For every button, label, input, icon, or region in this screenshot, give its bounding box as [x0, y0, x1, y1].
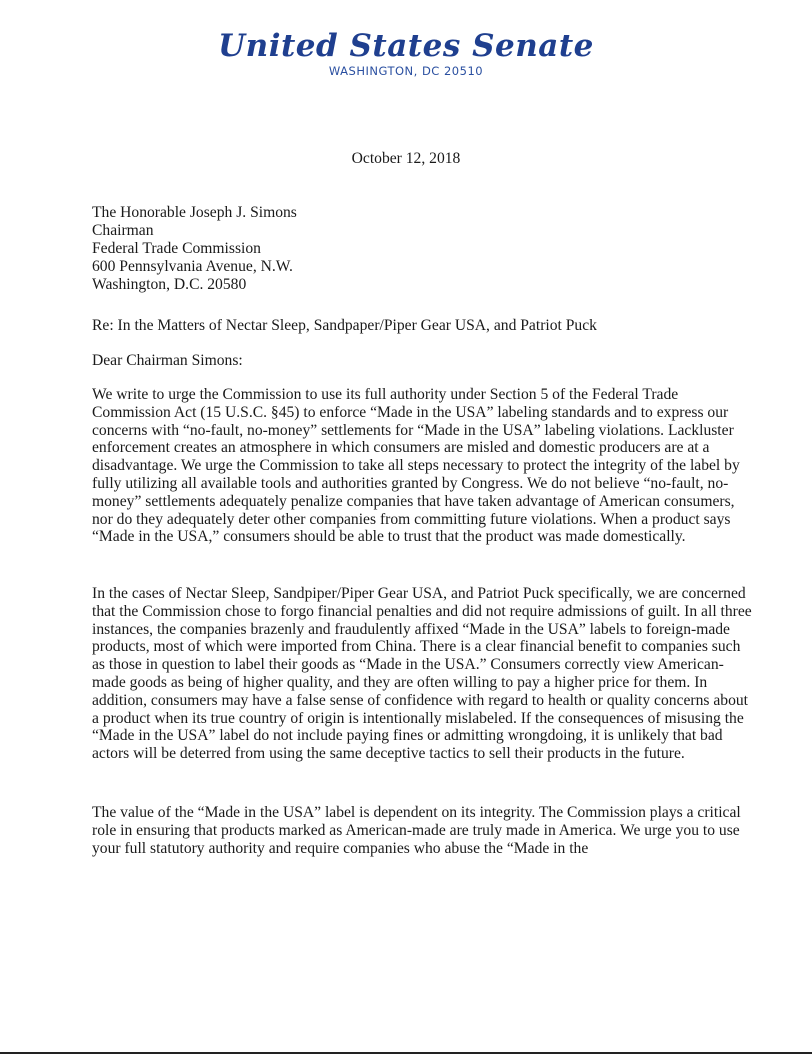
paragraph-text: The value of the “Made in the USA” label is dependent on its integrity. The Commission plays a critical role in ensuring that products marked as American-made are truly made in America. We urge you to use your full statutory authority and require companies who abuse the “Made in the: [92, 804, 741, 857]
recipient-address: [92, 204, 752, 294]
recipient-street: 600 Pennsylvania Avenue, N.W.: [92, 258, 293, 275]
paragraph-text: In the cases of Nectar Sleep, Sandpiper/Piper Gear USA, and Patriot Puck specifically, we are concerned that the Commission chose to forgo financial penalties and did not require admissions of guilt. In all three instances, the companies brazenly and fraudulently affixed “Made in the USA” labels to foreign-made products, most of which were imported from China. There is a clear financial benefit to companies such as those in question to label their goods as “Made in the USA.” Consumers correctly view American-made goods as being of higher quality, and they are often willing to pay a higher price for them. In addition, consumers may have a false sense of confidence with regard to health or quality concerns about a product when its true country of origin is intentionally mislabeled. If the consequences of misusing the “Made in the USA” label do not include paying fines or admitting wrongdoing, it is unlikely that bad actors will be deterred from using the same deceptive tactics to sell their products in the future.: [92, 585, 752, 763]
letter-date: October 12, 2018: [351, 150, 461, 167]
recipient-city: Washington, D.C. 20580: [92, 276, 247, 293]
paragraph-1: [92, 386, 752, 546]
re-line: Re: In the Matters of Nectar Sleep, Sandpaper/Piper Gear USA, and Patriot Puck: [92, 317, 597, 334]
senate-address: WASHINGTON, DC 20510: [328, 64, 484, 78]
paragraph-2: [92, 585, 752, 763]
recipient-name: The Honorable Joseph J. Simons: [92, 204, 297, 221]
paragraph-text: We write to urge the Commission to use its full authority under Section 5 of the Federal Trade Commission Act (15 U.S.C. §45) to enforce “Made in the USA” labeling standards and to express our concerns with “no-fault, no-money” settlements for “Made in the USA” labeling violations. Lackluster enforcement creates an atmosphere in which consumers are misled and domestic producers are at a disadvantage. We urge the Commission to take all steps necessary to protect the integrity of the label by fully utilizing all available tools and authorities granted by Congress. We do not believe “no-fault, no-money” settlements adequately penalize companies that have taken advantage of American consumers, nor do they adequately deter other companies from committing future violations. When a product says “Made in the USA,” consumers should be able to trust that the product was made domestically.: [92, 386, 740, 546]
page-edge-rule: [0, 1052, 812, 1054]
senate-title: United States Senate: [218, 28, 594, 64]
salutation: Dear Chairman Simons:: [92, 352, 243, 369]
letterhead: [0, 26, 812, 78]
recipient-title: Chairman: [92, 222, 154, 239]
recipient-org: Federal Trade Commission: [92, 240, 261, 257]
paragraph-3: [92, 804, 752, 857]
